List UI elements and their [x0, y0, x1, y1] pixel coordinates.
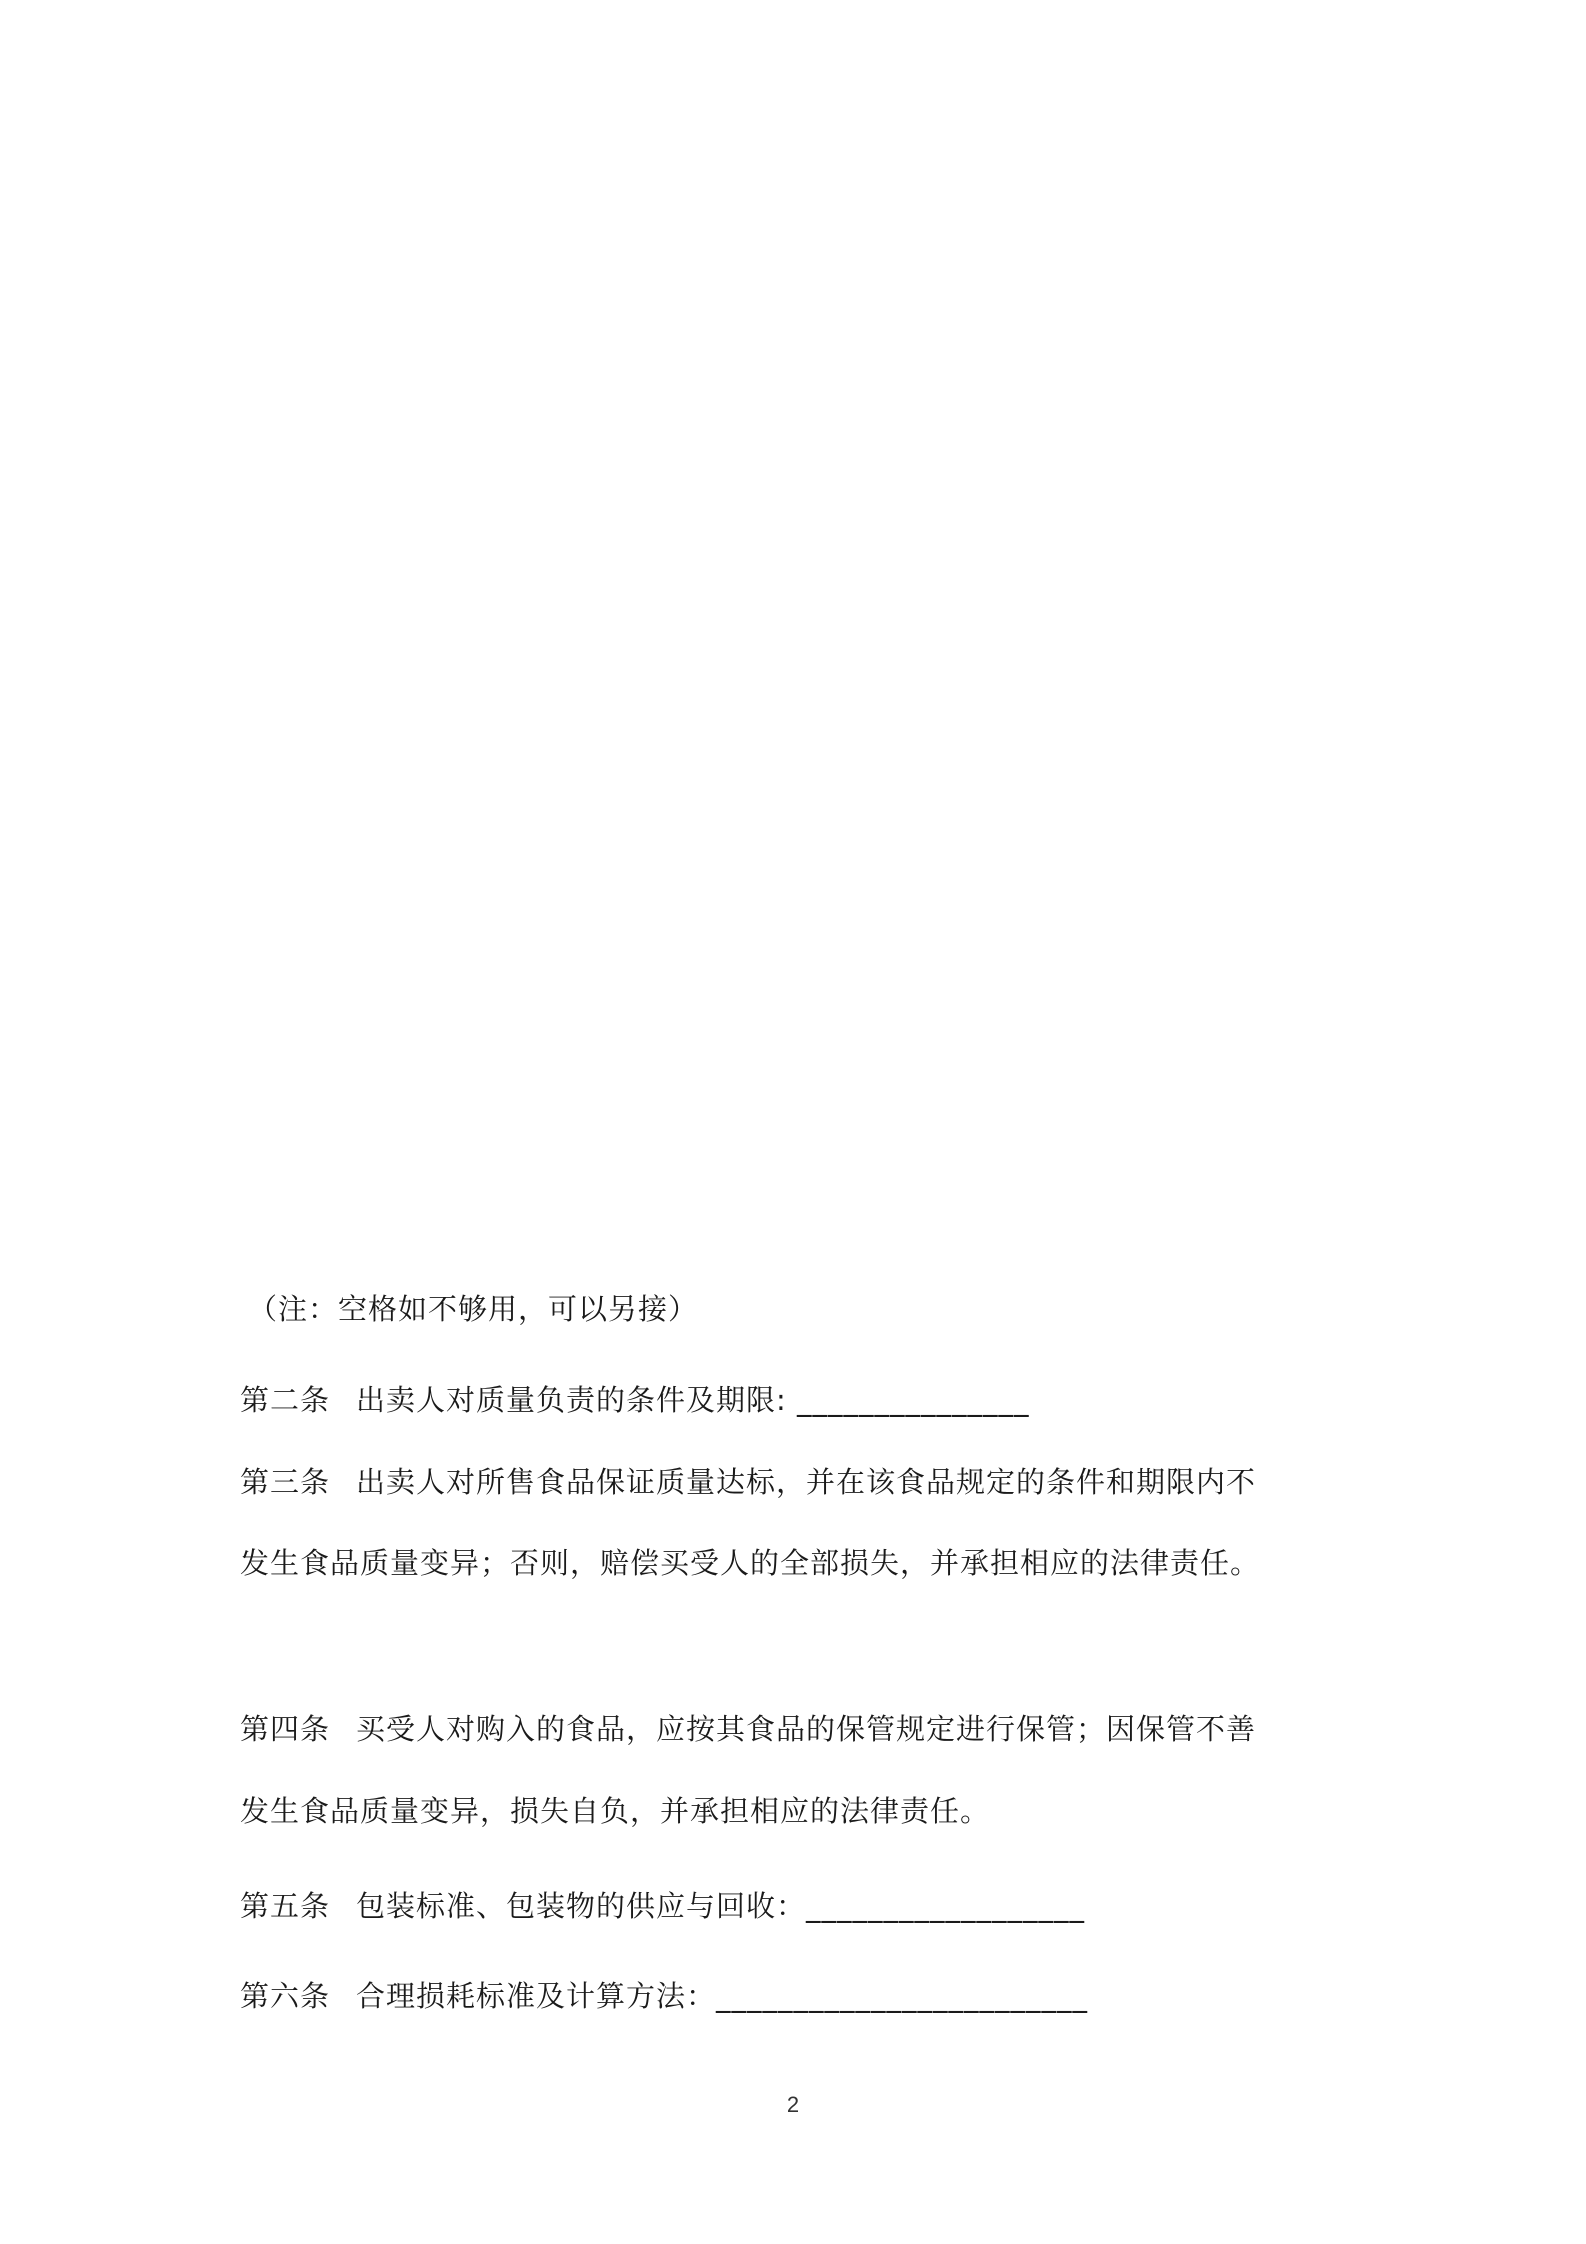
article-4-text-line-1: 买受人对购入的食品，应按其食品的保管规定进行保管；因保管不善 [356, 1712, 1257, 1746]
article-2 [240, 1380, 1030, 1420]
article-3-text-line-1: 出卖人对所售食品保证质量达标，并在该食品规定的条件和期限内不 [356, 1465, 1257, 1499]
article-6 [240, 1976, 1088, 2016]
article-6-text: 合理损耗标准及计算方法：________________________ [356, 1979, 1089, 2013]
article-3-number: 第三条 [240, 1465, 331, 1499]
article-5 [240, 1886, 1085, 1926]
article-4-text-line-2: 发生食品质量变异，损失自负，并承担相应的法律责任。 [240, 1794, 991, 1828]
article-4 [240, 1709, 1256, 1749]
article-4-number: 第四条 [240, 1712, 331, 1746]
article-2-text: 出卖人对质量负责的条件及期限: _______________ [356, 1383, 1030, 1417]
article-6-number: 第六条 [240, 1979, 331, 2013]
article-3-text-line-2: 发生食品质量变异；否则，赔偿买受人的全部损失，并承担相应的法律责任。 [240, 1546, 1261, 1580]
article-2-number: 第二条 [240, 1383, 331, 1417]
page-number: 2 [786, 2092, 800, 2117]
article-5-number: 第五条 [240, 1889, 331, 1923]
note-text: （注：空格如不够用，可以另接） [248, 1292, 699, 1326]
article-5-text: 包装标准、包装物的供应与回收：__________________ [356, 1889, 1086, 1923]
article-3 [240, 1462, 1256, 1502]
